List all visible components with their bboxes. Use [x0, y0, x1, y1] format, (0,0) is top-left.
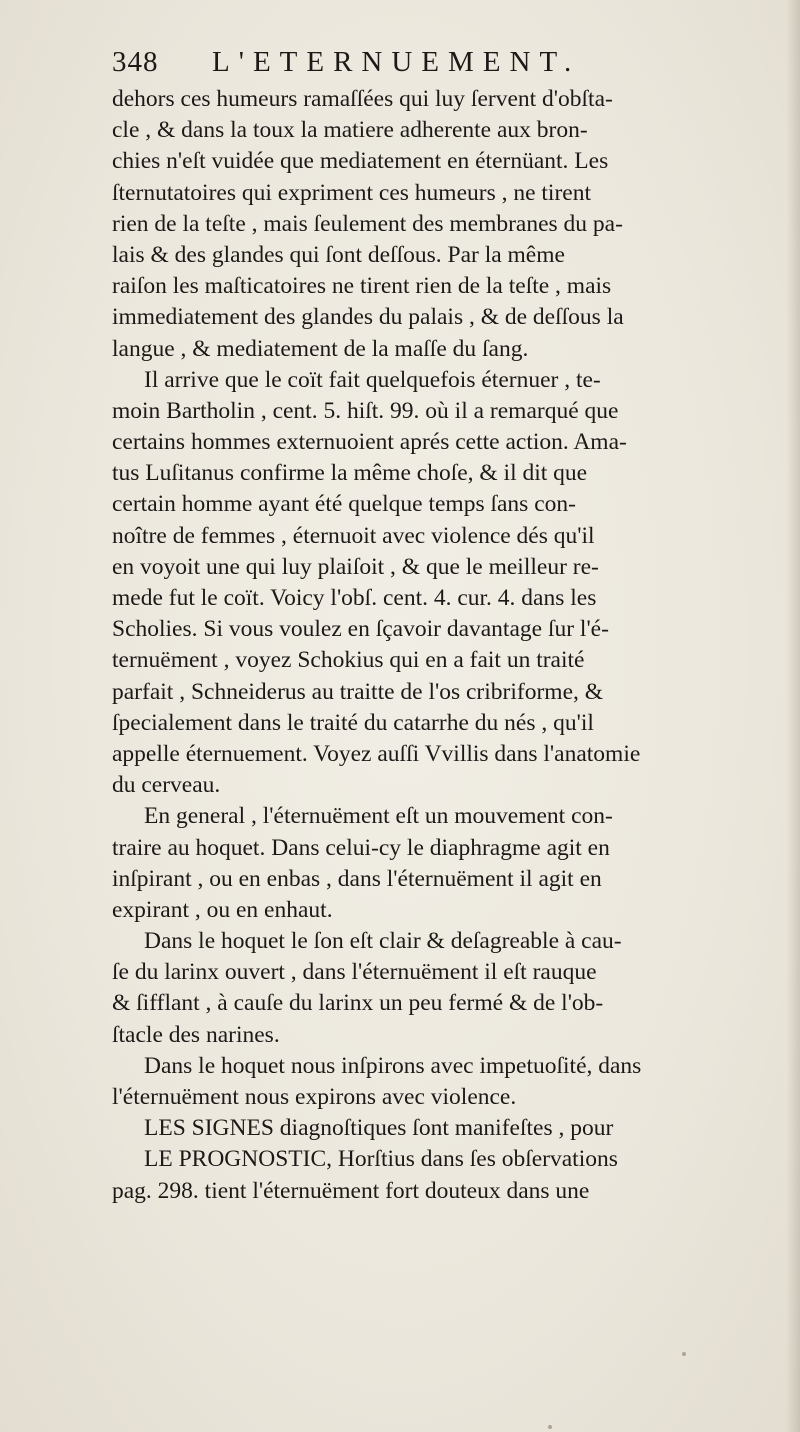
text-line: certains hommes externuoient aprés cette action. Ama- — [112, 429, 627, 456]
running-head: L'ETERNUEMENT. — [212, 46, 581, 78]
text-line: parfait , Schneiderus au traitte de l'os cribriforme, & — [112, 678, 604, 705]
text-line: LE PROGNOSTIC, Horſtius dans ſes obſervations — [144, 1146, 618, 1173]
text-line: langue , & mediatement de la maſſe du ſang. — [112, 335, 529, 362]
text-line: immediatement des glandes du palais , & de deſſous la — [112, 304, 624, 331]
text-line: rien de la teſte , mais ſeulement des membranes du pa- — [112, 210, 623, 237]
text-line: en voyoit une qui luy plaiſoit , & que le meilleur re- — [112, 553, 599, 580]
text-line: ſpecialement dans le traité du catarrhe du nés , qu'il — [112, 709, 594, 736]
text-line: mede fut le coït. Voicy l'obſ. cent. 4. cur. 4. dans les — [112, 585, 597, 611]
text-line: du cerveau. — [112, 772, 221, 799]
text-line: l'éternuëment nous expirons avec violence. — [112, 1084, 517, 1110]
paragraph-first-line: En general , l'éternuëment eſt un mouvement con- — [144, 803, 613, 830]
text-line: tus Luſitanus confirme la même choſe, & il dit que — [112, 460, 588, 487]
text-line: & ſifflant , à cauſe du larinx un peu fermé & de l'ob- — [112, 990, 604, 1017]
text-line: traire au hoquet. Dans celui-cy le diaphragme agit en — [112, 834, 610, 861]
body-text — [112, 84, 782, 1207]
text-line: ſternutatoires qui expriment ces humeurs , ne tirent — [112, 179, 591, 206]
paper-speck — [548, 1425, 552, 1429]
text-line: lais & des glandes qui ſont deſſous. Par la même — [112, 241, 565, 268]
text-line: raiſon les maſticatoires ne tirent rien de la teſte , mais — [112, 273, 612, 300]
paragraph-first-line: Il arrive que le coït fait quelquefois éternuer , te- — [144, 366, 601, 393]
text-line: Scholies. Si vous voulez en ſçavoir davantage ſur l'é- — [112, 616, 609, 643]
text-line: expirant , ou en enhaut. — [112, 896, 333, 923]
text-line: ſe du larinx ouvert , dans l'éternuëment il eſt rauque — [112, 959, 597, 986]
text-line: noître de femmes , éternuoit avec violence dés qu'il — [112, 522, 595, 549]
paragraph-first-line: Dans le hoquet nous inſpirons avec impetuoſité, dans — [144, 1052, 642, 1079]
text-line: appelle éternuement. Voyez auſſi Vvillis dans l'anatomie — [112, 740, 641, 767]
page-number: 348 — [112, 46, 159, 78]
page-edge-shadow — [786, 0, 800, 1432]
text-line: dehors ces humeurs ramaſſées qui luy ſervent d'obſta- — [112, 86, 613, 112]
paragraph-first-line: Dans le hoquet le ſon eſt clair & deſagreable à cau- — [144, 928, 622, 955]
text-line: cle , & dans la toux la matiere adherente aux bron- — [112, 117, 588, 144]
paper-speck — [682, 1352, 686, 1356]
page-header — [112, 46, 712, 86]
text-line: moin Bartholin , cent. 5. hiſt. 99. où il a remarqué que — [112, 397, 619, 424]
text-line: ternuëment , voyez Schokius qui en a fait un traité — [112, 647, 585, 674]
text-line: ſtacle des narines. — [112, 1021, 280, 1048]
text-line: certain homme ayant été quelque temps ſans con- — [112, 491, 576, 518]
paragraph-first-line: LES SIGNES diagnoſtiques ſont manifeſtes , pour — [144, 1115, 614, 1142]
text-line: pag. 298. tient l'éternuëment fort douteux dans une — [112, 1177, 590, 1204]
text-line: chies n'eſt vuidée que mediatement en éternüant. Les — [112, 148, 609, 175]
text-line: inſpirant , ou en enbas , dans l'éternuëment il agit en — [112, 865, 602, 892]
